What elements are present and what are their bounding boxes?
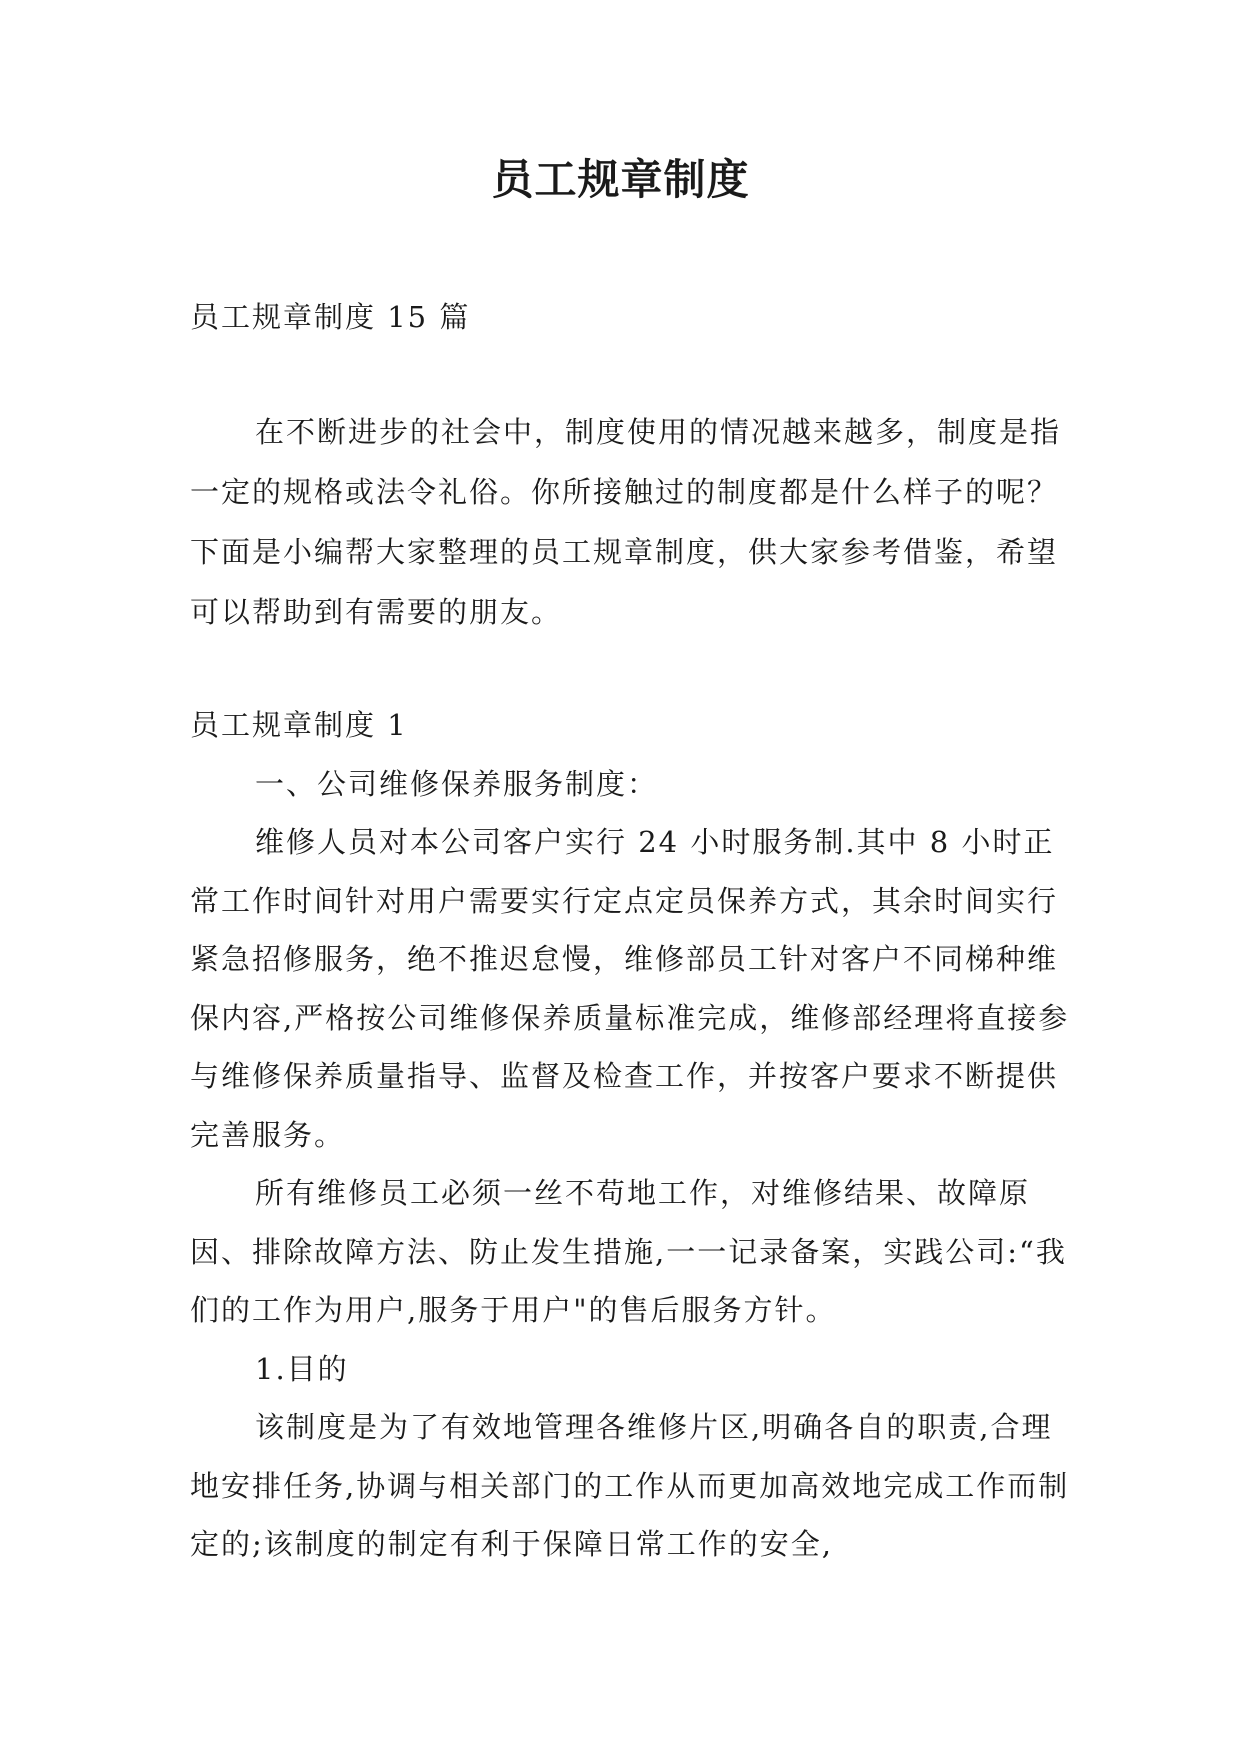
section-paragraph: 所有维修员工必须一丝不苟地工作，对维修结果、故障原因、排除故障方法、防止发生措施,一一记录备案，实践公司:“我们的工作为用户,服务于用户"的售后服务方针。 bbox=[190, 1176, 1067, 1327]
section-paragraph: 该制度是为了有效地管理各维修片区,明确各自的职责,合理地安排任务,协调与相关部门的工作从而更加高效地完成工作而制定的;该制度的制定有利于保障日常工作的安全, bbox=[190, 1410, 1070, 1561]
section-paragraph: 1.目的 bbox=[255, 1351, 349, 1386]
section-paragraph: 维修人员对本公司客户实行 24 小时服务制.其中 8 小时正常工作时间针对用户需要实行定点定员保养方式，其余时间实行紧急招修服务，绝不推迟怠慢，维修部员工针对客户不同梯种维保内容,严格按公司维修保养质量标准完成，维修部经理将直接参与维修保养质量指导、监督及检查工作，并按客户要求不断提供完善服务。 bbox=[190, 825, 1070, 1152]
section-heading: 员工规章制度 1 bbox=[190, 708, 408, 742]
section-1 bbox=[190, 696, 1070, 1574]
intro-paragraph: 在不断进步的社会中，制度使用的情况越来越多，制度是指一定的规格或法令礼俗。你所接触过的制度都是什么样子的呢？下面是小编帮大家整理的员工规章制度，供大家参考借鉴，希望可以帮助到有需要的朋友。 bbox=[190, 415, 1062, 629]
section-paragraph: 一、公司维修保养服务制度： bbox=[255, 766, 659, 801]
document-title: 员工规章制度 bbox=[491, 155, 750, 204]
document-subtitle: 员工规章制度 15 篇 bbox=[190, 300, 471, 334]
